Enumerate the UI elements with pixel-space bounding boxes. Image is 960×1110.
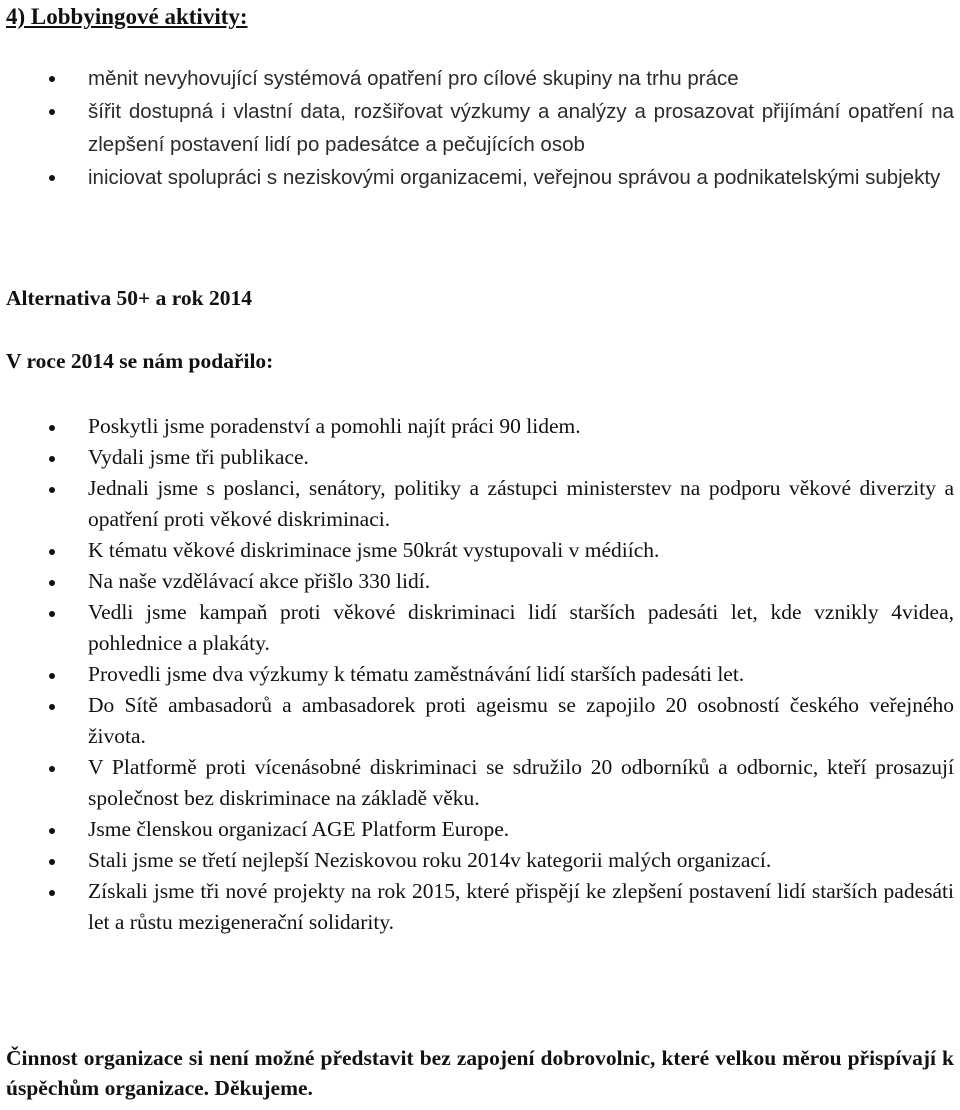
achievements-list: [0, 411, 960, 938]
list-item: měnit nevyhovující systémová opatření pro cílové skupiny na trhu práce: [0, 62, 960, 95]
list-item: šířit dostupná i vlastní data, rozšiřovat výzkumy a analýzy a prosazovat přijímání opatření na zlepšení postavení lidí po padesátce a pečujících osob: [0, 95, 960, 161]
list-item: Do Sítě ambasadorů a ambasadorek proti ageismu se zapojilo 20 osobností českého veřejného života.: [0, 690, 960, 752]
list-item: Poskytli jsme poradenství a pomohli najít práci 90 lidem.: [0, 411, 960, 442]
list-item: K tématu věkové diskriminace jsme 50krát vystupovali v médiích.: [0, 535, 960, 566]
subheading-alternativa: Alternativa 50+ a rok 2014: [6, 286, 252, 310]
list-item: Vedli jsme kampaň proti věkové diskriminaci lidí starších padesáti let, kde vznikly 4videa, pohlednice a plakáty.: [0, 597, 960, 659]
list-item: Jsme členskou organizací AGE Platform Europe.: [0, 814, 960, 845]
list-item: Provedli jsme dva výzkumy k tématu zaměstnávání lidí starších padesáti let.: [0, 659, 960, 690]
list-item: Na naše vzdělávací akce přišlo 330 lidí.: [0, 566, 960, 597]
subheading-achievements: V roce 2014 se nám podařilo:: [6, 349, 274, 373]
list-item: Jednali jsme s poslanci, senátory, politiky a zástupci ministerstev na podporu věkové diverzity a opatření proti věkové diskriminaci.: [0, 473, 960, 535]
list-item: V Platformě proti vícenásobné diskriminaci se sdružilo 20 odborníků a odbornic, kteří prosazují společnost bez diskriminace na základě věku.: [0, 752, 960, 814]
closing-statement: Činnost organizace si není možné představit bez zapojení dobrovolnic, které velkou měrou přispívají k úspěchům organizace. Děkujeme.: [6, 1046, 954, 1100]
list-item: Vydali jsme tři publikace.: [0, 442, 960, 473]
list-item: Stali jsme se třetí nejlepší Neziskovou roku 2014v kategorii malých organizací.: [0, 845, 960, 876]
section-heading: 4) Lobbyingové aktivity:: [6, 4, 248, 29]
lobbying-list: [0, 62, 960, 194]
list-item: iniciovat spolupráci s neziskovými organizacemi, veřejnou správou a podnikatelskými subjekty: [0, 161, 960, 194]
list-item: Získali jsme tři nové projekty na rok 2015, které přispějí ke zlepšení postavení lidí starších padesáti let a růstu mezigenerační solidarity.: [0, 876, 960, 938]
